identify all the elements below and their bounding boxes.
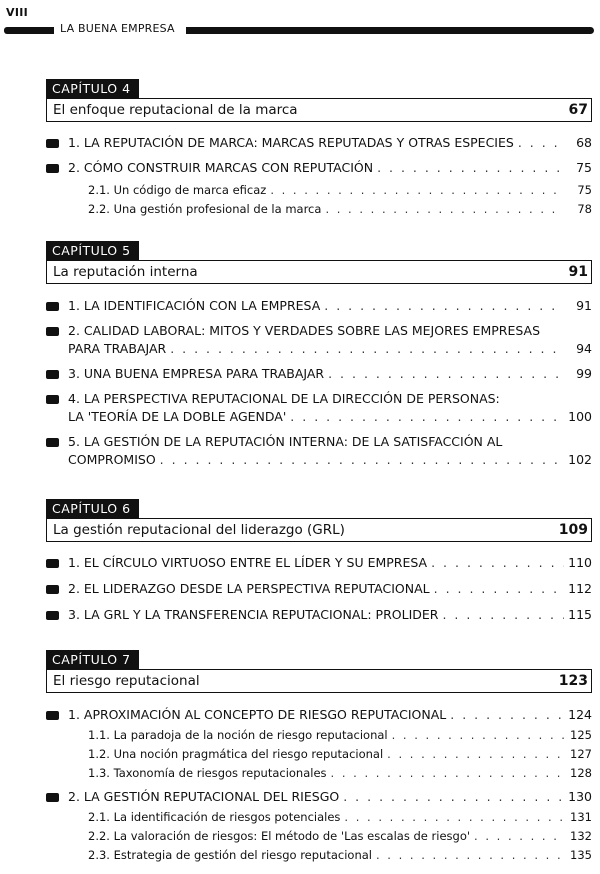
toc-entry[interactable]: 1. LA IDENTIFICACIÓN CON LA EMPRESA . . . 91 <box>46 297 592 315</box>
entry-page: 99 <box>576 366 592 381</box>
toc-entry[interactable]: 4. LA PERSPECTIVA REPUTACIONAL DE LA DIRECCIÓN DE PERSONAS: LA 'TEORÍA DE LA DOBLE AGENDA' . . . 100 <box>46 390 592 426</box>
square-bullet-icon <box>46 302 59 311</box>
toc-subentry[interactable]: 2.1. Un código de marca eficaz . . . 75 <box>46 182 592 198</box>
toc-subentry[interactable]: 1.3. Taxonomía de riesgos reputacionales . . . 128 <box>46 765 592 781</box>
square-bullet-icon <box>46 327 59 336</box>
entry-page: 75 <box>576 160 592 175</box>
header-rule-right <box>186 27 594 34</box>
entry-page: 132 <box>570 829 592 843</box>
toc-entry[interactable]: 5. LA GESTIÓN DE LA REPUTACIÓN INTERNA: DE LA SATISFACCIÓN AL COMPROMISO . . . 102 <box>46 433 592 469</box>
entry-page: 128 <box>570 766 592 780</box>
entry-page: 91 <box>576 298 592 313</box>
toc-entry[interactable]: 2. EL LIDERAZGO DESDE LA PERSPECTIVA REPUTACIONAL . . . 112 <box>46 580 592 598</box>
toc-subentry[interactable]: 1.1. La paradoja de la noción de riesgo reputacional . . . 125 <box>46 727 592 743</box>
entry-page: 124 <box>568 707 592 722</box>
entry-page: 100 <box>568 409 592 424</box>
square-bullet-icon <box>46 139 59 148</box>
toc-entry[interactable]: 1. APROXIMACIÓN AL CONCEPTO DE RIESGO REPUTACIONAL . . . 124 <box>46 706 592 724</box>
square-bullet-icon <box>46 395 59 404</box>
square-bullet-icon <box>46 711 59 720</box>
chapter-title: El riesgo reputacional <box>53 673 200 689</box>
entry-page: 75 <box>577 183 592 197</box>
chapter-4-entries <box>46 134 592 217</box>
chapter-label: CAPÍTULO 6 <box>46 499 139 518</box>
entry-page: 102 <box>568 452 592 467</box>
toc-entry[interactable]: 3. UNA BUENA EMPRESA PARA TRABAJAR . . . 99 <box>46 365 592 383</box>
square-bullet-icon <box>46 559 59 568</box>
toc-entry[interactable]: 1. EL CÍRCULO VIRTUOSO ENTRE EL LÍDER Y SU EMPRESA . . . 110 <box>46 554 592 572</box>
chapter-page: 91 <box>568 264 588 280</box>
chapter-title: El enfoque reputacional de la marca <box>53 102 298 118</box>
toc-subentry[interactable]: 2.2. Una gestión profesional de la marca . . . 78 <box>46 201 592 217</box>
entry-page: 125 <box>570 728 592 742</box>
chapter-page: 109 <box>558 522 588 538</box>
square-bullet-icon <box>46 370 59 379</box>
chapter-5-heading <box>46 240 592 284</box>
toc-subentry[interactable]: 1.2. Una noción pragmática del riesgo reputacional . . . 127 <box>46 746 592 762</box>
header-rule-left <box>4 27 54 34</box>
toc-subentry[interactable]: 2.1. La identificación de riesgos potenciales . . . 131 <box>46 809 592 825</box>
running-title: LA BUENA EMPRESA <box>60 22 175 35</box>
entry-page: 115 <box>568 607 592 622</box>
entry-page: 94 <box>576 341 592 356</box>
toc-entry[interactable]: 2. CÓMO CONSTRUIR MARCAS CON REPUTACIÓN . . . 75 <box>46 159 592 177</box>
chapter-7-heading <box>46 649 592 693</box>
entry-page: 78 <box>577 202 592 216</box>
entry-page: 135 <box>570 848 592 862</box>
square-bullet-icon <box>46 438 59 447</box>
chapter-label: CAPÍTULO 7 <box>46 650 139 669</box>
chapter-title: La gestión reputacional del liderazgo (GRL) <box>53 522 345 538</box>
entry-page: 130 <box>568 789 592 804</box>
chapter-label: CAPÍTULO 4 <box>46 79 139 98</box>
chapter-title-box <box>46 260 592 284</box>
entry-page: 131 <box>570 810 592 824</box>
chapter-title: La reputación interna <box>53 264 198 280</box>
chapter-title-box <box>46 669 592 693</box>
toc-entry[interactable]: 2. CALIDAD LABORAL: MITOS Y VERDADES SOBRE LAS MEJORES EMPRESAS PARA TRABAJAR . . . 94 <box>46 322 592 358</box>
square-bullet-icon <box>46 611 59 620</box>
chapter-title-box <box>46 518 592 542</box>
chapter-page: 67 <box>568 102 588 118</box>
chapter-7-entries <box>46 706 592 863</box>
toc-entry[interactable]: 3. LA GRL Y LA TRANSFERENCIA REPUTACIONAL: PROLIDER . . . 115 <box>46 606 592 624</box>
chapter-title-box <box>46 98 592 122</box>
running-header <box>0 0 600 40</box>
toc-subentry[interactable]: 2.3. Estrategia de gestión del riesgo reputacional . . . 135 <box>46 847 592 863</box>
chapter-label: CAPÍTULO 5 <box>46 241 139 260</box>
toc-subentry[interactable]: 2.2. La valoración de riesgos: El método de 'Las escalas de riesgo' . . . 132 <box>46 828 592 844</box>
entry-page: 110 <box>568 555 592 570</box>
chapter-5-entries <box>46 297 592 469</box>
square-bullet-icon <box>46 164 59 173</box>
entry-page: 127 <box>570 747 592 761</box>
square-bullet-icon <box>46 585 59 594</box>
toc-entry[interactable]: 2. LA GESTIÓN REPUTACIONAL DEL RIESGO . . . 130 <box>46 788 592 806</box>
chapter-6-entries <box>46 554 592 624</box>
chapter-4-heading <box>46 78 592 122</box>
entry-page: 112 <box>568 581 592 596</box>
chapter-page: 123 <box>558 673 588 689</box>
toc-entry[interactable]: 1. LA REPUTACIÓN DE MARCA: MARCAS REPUTADAS Y OTRAS ESPECIES . . . 68 <box>46 134 592 152</box>
page-number: VIII <box>6 6 28 19</box>
entry-page: 68 <box>576 135 592 150</box>
chapter-6-heading <box>46 498 592 542</box>
square-bullet-icon <box>46 793 59 802</box>
